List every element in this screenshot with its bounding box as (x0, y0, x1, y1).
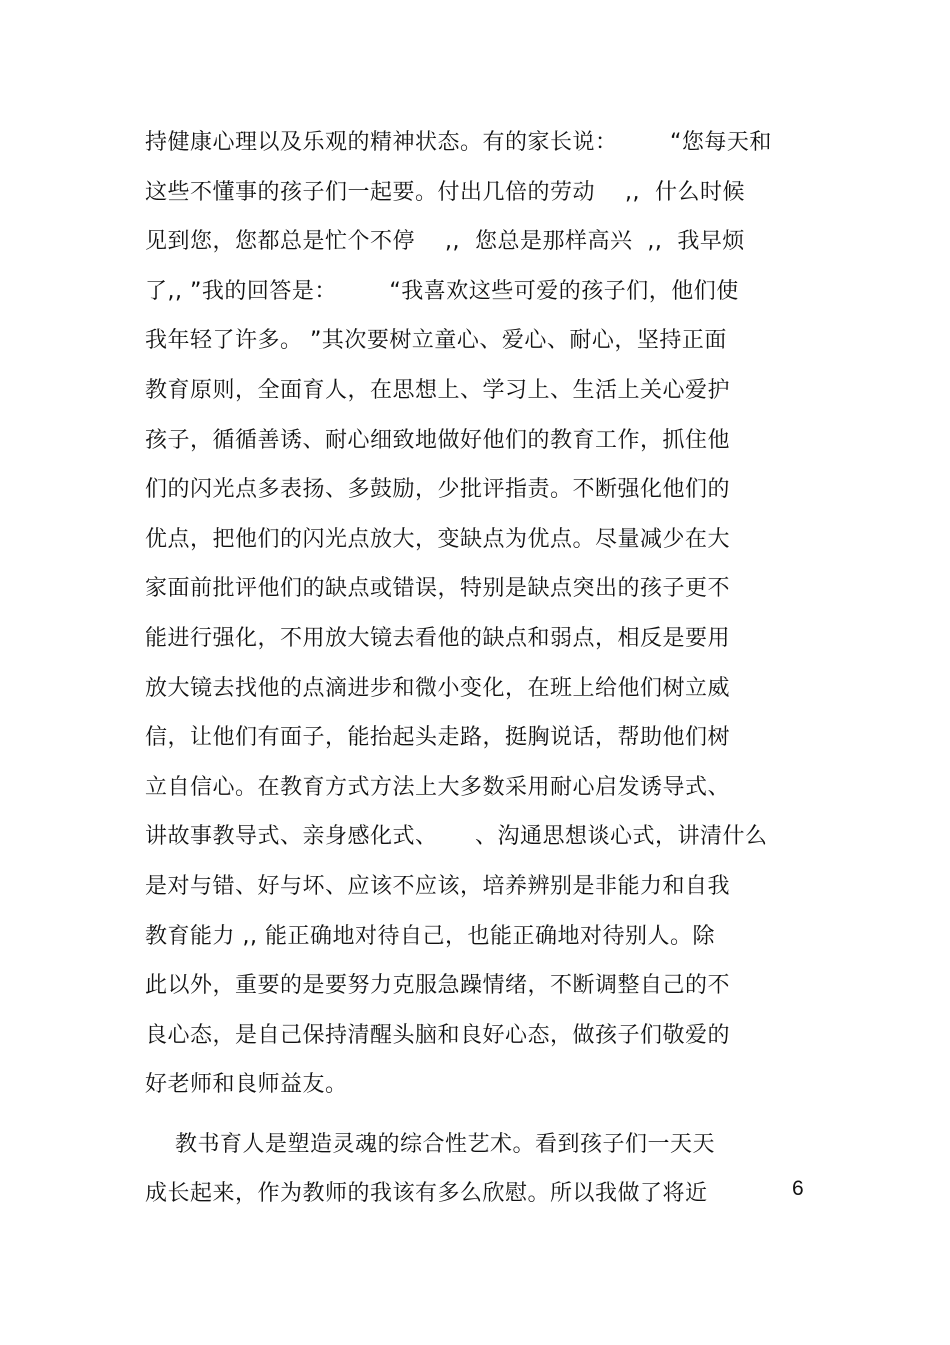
text-line: 此以外，重要的是要努力克服急躁情绪，不断调整自己的不 (145, 973, 731, 999)
text-line: 孩子，循循善诱、耐心细致地做好他们的教育工作，抓住他 (145, 427, 731, 453)
text-line: 成长起来，作为教师的我该有多么欣慰。所以我做了将近 (145, 1181, 708, 1207)
text-line: 良心态，是自己保持清醒头脑和良好心态，做孩子们敬爱的 (145, 1022, 731, 1048)
body-text (145, 118, 815, 1219)
text-line: 见到您，您都总是忙个不停 ,, 您总是那样高兴 ,, 我早烦 (145, 229, 745, 255)
text-line: 立自信心。在教育方式方法上大多数采用耐心启发诱导式、 (145, 774, 731, 800)
text-line: 讲故事教导式、亲身感化式、 、沟通思想谈心式，讲清什么 (145, 824, 768, 850)
text-line: 信，让他们有面子，能抬起头走路，挺胸说话，帮助他们树 (145, 725, 731, 751)
page-number: 6 (792, 1177, 804, 1200)
paragraph-start-line: 教书育人是塑造灵魂的综合性艺术。看到孩子们一天天 (145, 1131, 715, 1157)
text-line: 是对与错、好与坏、应该不应该，培养辨别是非能力和自我 (145, 873, 731, 899)
text-line: 这些不懂事的孩子们一起要。付出几倍的劳动 ,, 什么时候 (145, 179, 745, 205)
text-line: 放大镜去找他的点滴进步和微小变化，在班上给他们树立威 (145, 675, 731, 701)
text-line: 优点，把他们的闪光点放大，变缺点为优点。尽量减少在大 (145, 526, 731, 552)
text-line: 了,, ”我的回答是： “我喜欢这些可爱的孩子们，他们使 (145, 278, 739, 304)
text-line: 好老师和良师益友。 (145, 1072, 348, 1098)
text-line: 持健康心理以及乐观的精神状态。有的家长说： “您每天和 (145, 130, 772, 155)
text-line: 我年轻了许多。 ”其次要树立童心、爱心、耐心，坚持正面 (145, 328, 727, 354)
text-line: 们的闪光点多表扬、多鼓励，少批评指责。不断强化他们的 (145, 477, 731, 503)
text-line: 教育原则，全面育人，在思想上、学习上、生活上关心爱护 (145, 377, 731, 403)
text-line: 能进行强化，不用放大镜去看他的缺点和弱点，相反是要用 (145, 625, 731, 651)
text-line: 家面前批评他们的缺点或错误，特别是缺点突出的孩子更不 (145, 576, 731, 602)
text-line: 教育能力 ,, 能正确地对待自己，也能正确地对待别人。除 (145, 923, 715, 949)
